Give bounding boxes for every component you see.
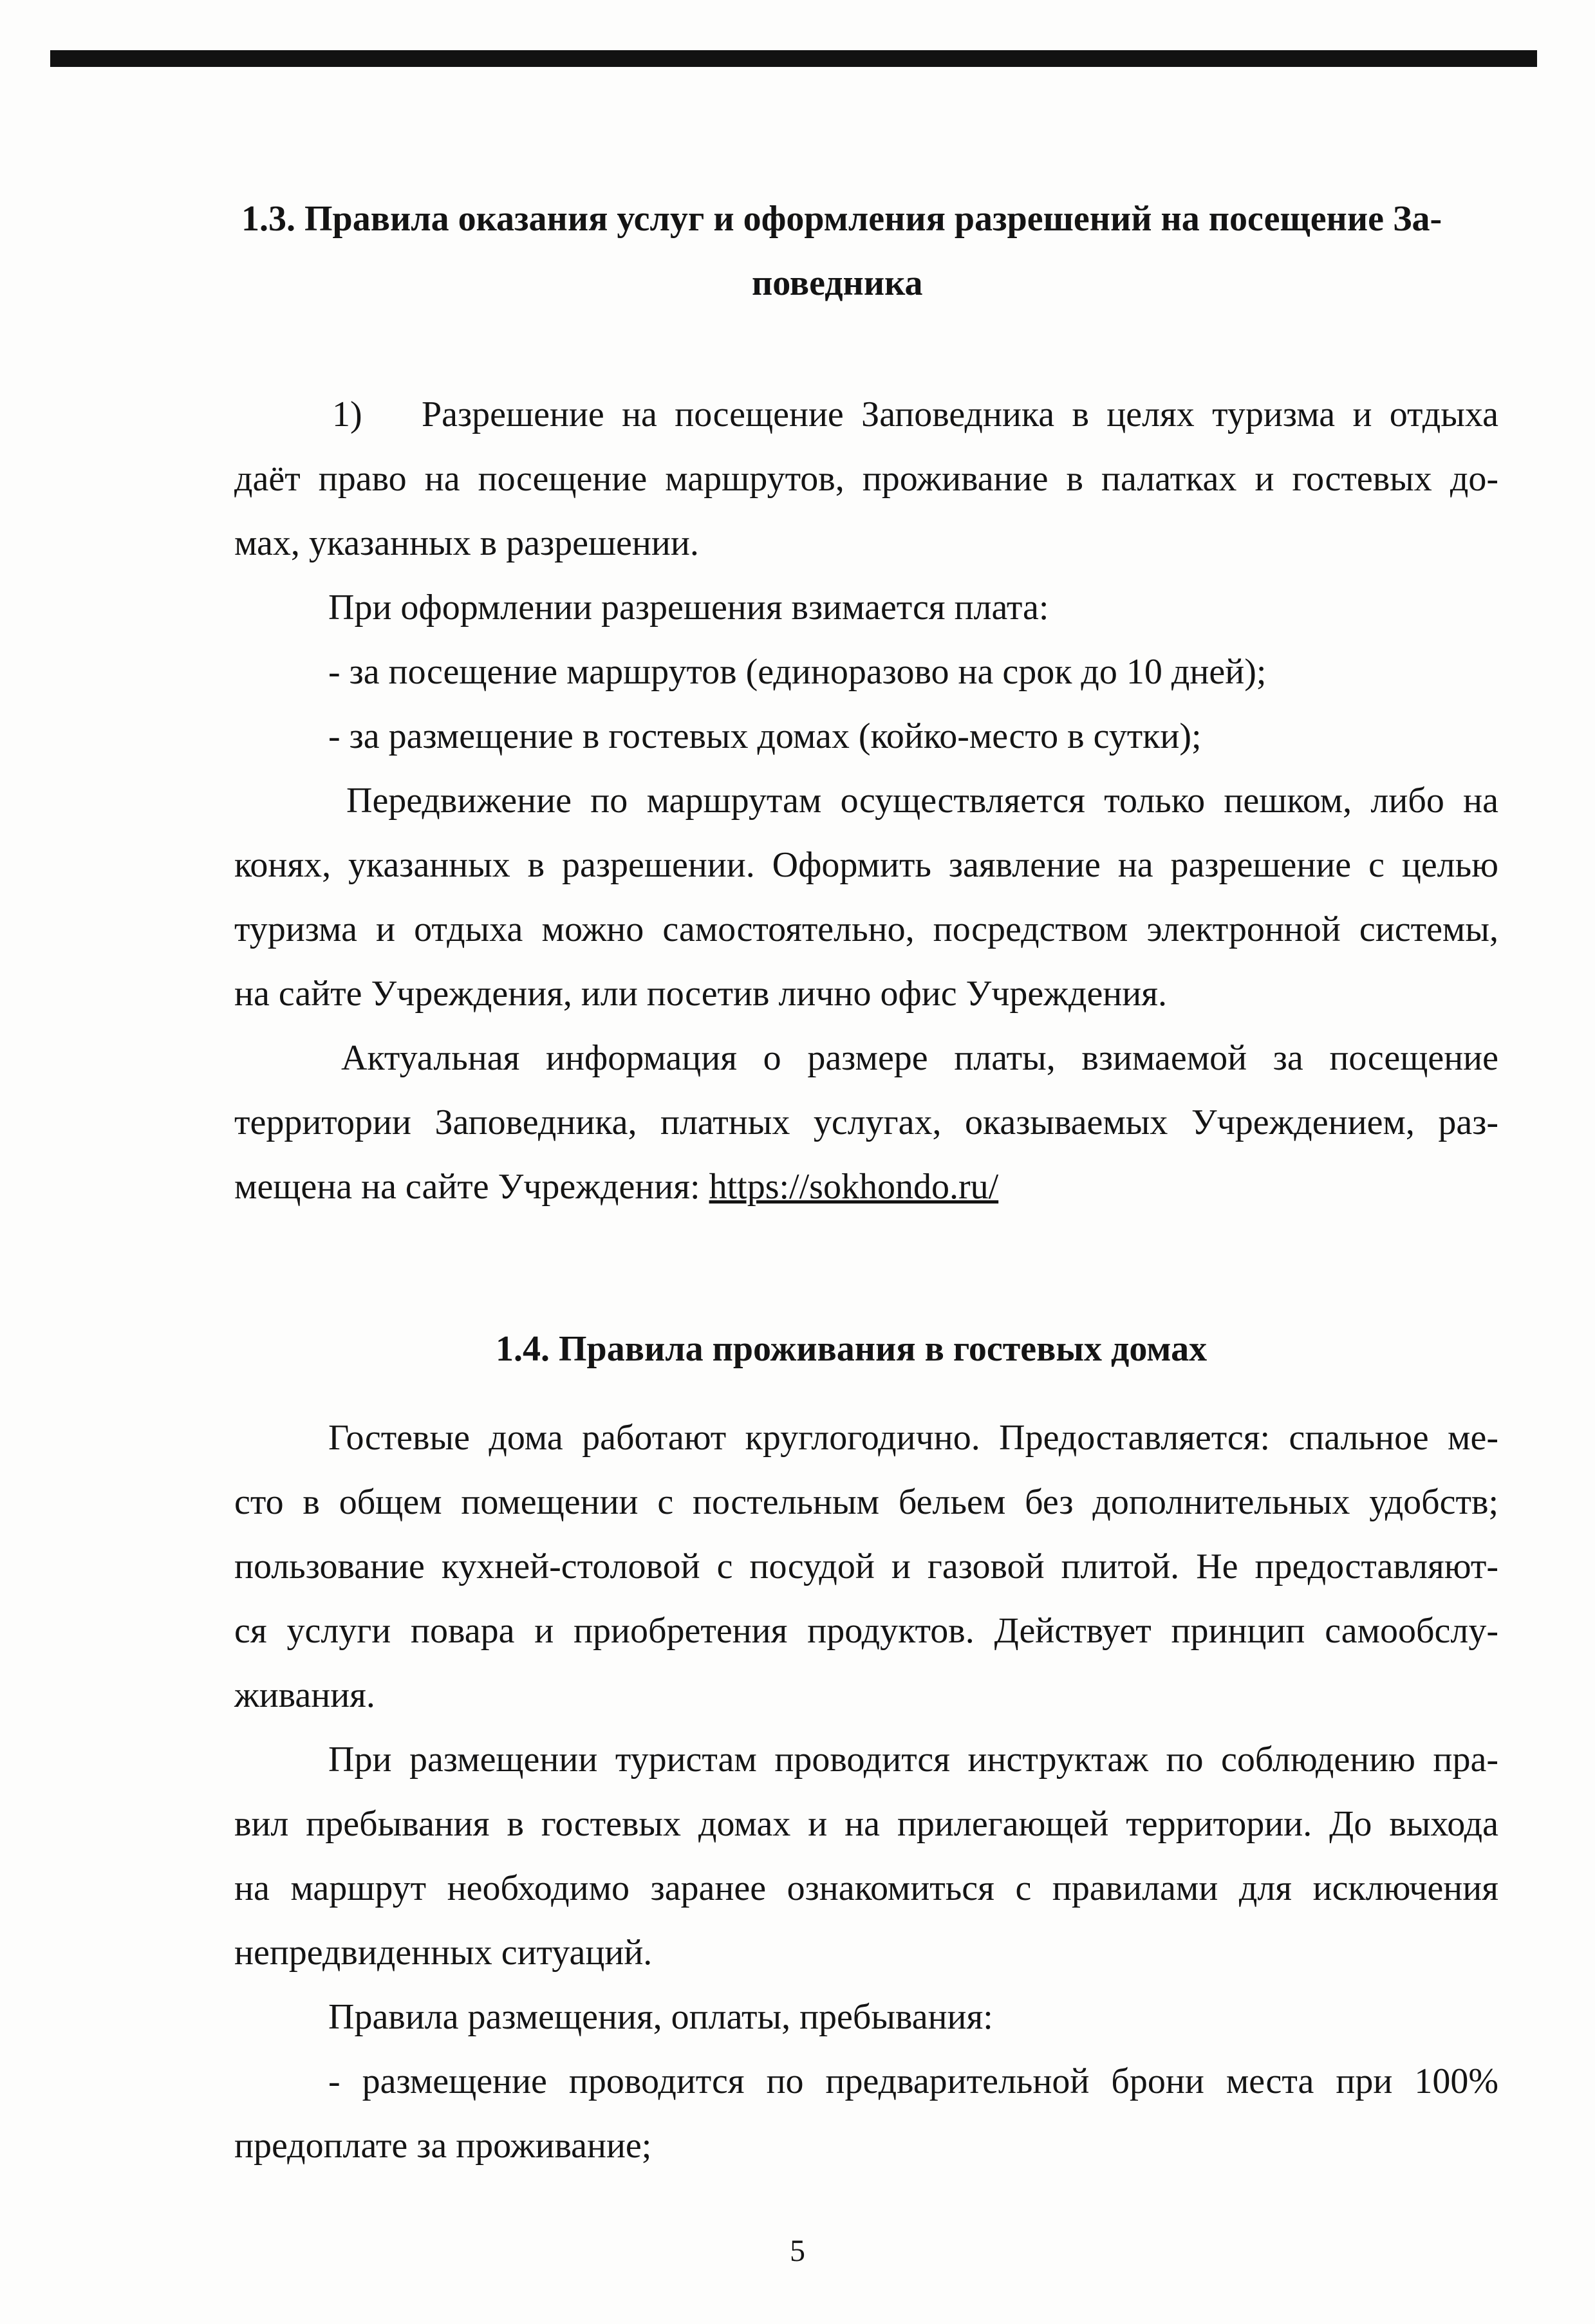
paragraph-line: туризма и отдыха можно самостоятельно, посредством электронной системы,: [234, 909, 1498, 949]
section-1-3-title-line2: поведника: [752, 263, 923, 303]
paragraph-line: на сайте Учреждения, или посетив лично офис Учреждения.: [234, 974, 1167, 1014]
section-1-3-title-line1: 1.3. Правила оказания услуг и оформления разрешений на посещение За-: [241, 199, 1442, 239]
paragraph-line: предоплате за проживание;: [234, 2126, 652, 2166]
site-text: мещена на сайте Учреждения:: [234, 1167, 700, 1207]
paragraph-line: Актуальная информация о размере платы, взимаемой за посещение: [341, 1038, 1498, 1078]
paragraph-line: вил пребывания в гостевых домах и на прилегающей территории. До выхода: [234, 1804, 1498, 1844]
paragraph-line: Гостевые дома работают круглогодично. Предоставляется: спальное ме-: [328, 1418, 1498, 1458]
paragraph-line: Разрешение на посещение Заповедника в целях туризма и отдыха: [422, 395, 1498, 434]
list-number: 1): [332, 395, 362, 434]
website-link[interactable]: https://sokhondo.ru/: [709, 1167, 999, 1207]
paragraph-line: сто в общем помещении с постельным бельем без дополнительных удобств;: [234, 1482, 1498, 1522]
list-item: - за посещение маршрутов (единоразово на срок до 10 дней);: [328, 652, 1267, 692]
list-item: - за размещение в гостевых домах (койко-место в сутки);: [328, 716, 1202, 756]
paragraph-line: [234, 1166, 998, 1207]
paragraph-line: При оформлении разрешения взимается плата:: [328, 588, 1049, 627]
paragraph-line: Передвижение по маршрутам осуществляется только пешком, либо на: [346, 781, 1498, 821]
paragraph-line: живания.: [234, 1675, 375, 1715]
section-1-4-title: 1.4. Правила проживания в гостевых домах: [496, 1329, 1208, 1369]
page-number: 5: [790, 2234, 805, 2268]
paragraph-line: пользование кухней-столовой с посудой и газовой плитой. Не предоставляют-: [234, 1547, 1498, 1586]
paragraph-line: на маршрут необходимо заранее ознакомиться с правилами для исключения: [234, 1868, 1498, 1908]
paragraph-line: мах, указанных в разрешении.: [234, 523, 699, 563]
list-item: - размещение проводится по предварительной брони места при 100%: [328, 2061, 1498, 2101]
paragraph-line: конях, указанных в разрешении. Оформить заявление на разрешение с целью: [234, 845, 1498, 885]
top-border-line: [50, 50, 1537, 67]
paragraph-line: ся услуги повара и приобретения продуктов. Действует принцип самообслу-: [234, 1611, 1498, 1651]
paragraph-line: даёт право на посещение маршрутов, проживание в палатках и гостевых до-: [234, 459, 1498, 499]
paragraph-line: При размещении туристам проводится инструктаж по соблюдению пра-: [328, 1740, 1498, 1780]
paragraph-line: непредвиденных ситуаций.: [234, 1933, 653, 1973]
paragraph-line: территории Заповедника, платных услугах, оказываемых Учреждением, раз-: [234, 1102, 1498, 1142]
paragraph-line: Правила размещения, оплаты, пребывания:: [328, 1997, 993, 2037]
